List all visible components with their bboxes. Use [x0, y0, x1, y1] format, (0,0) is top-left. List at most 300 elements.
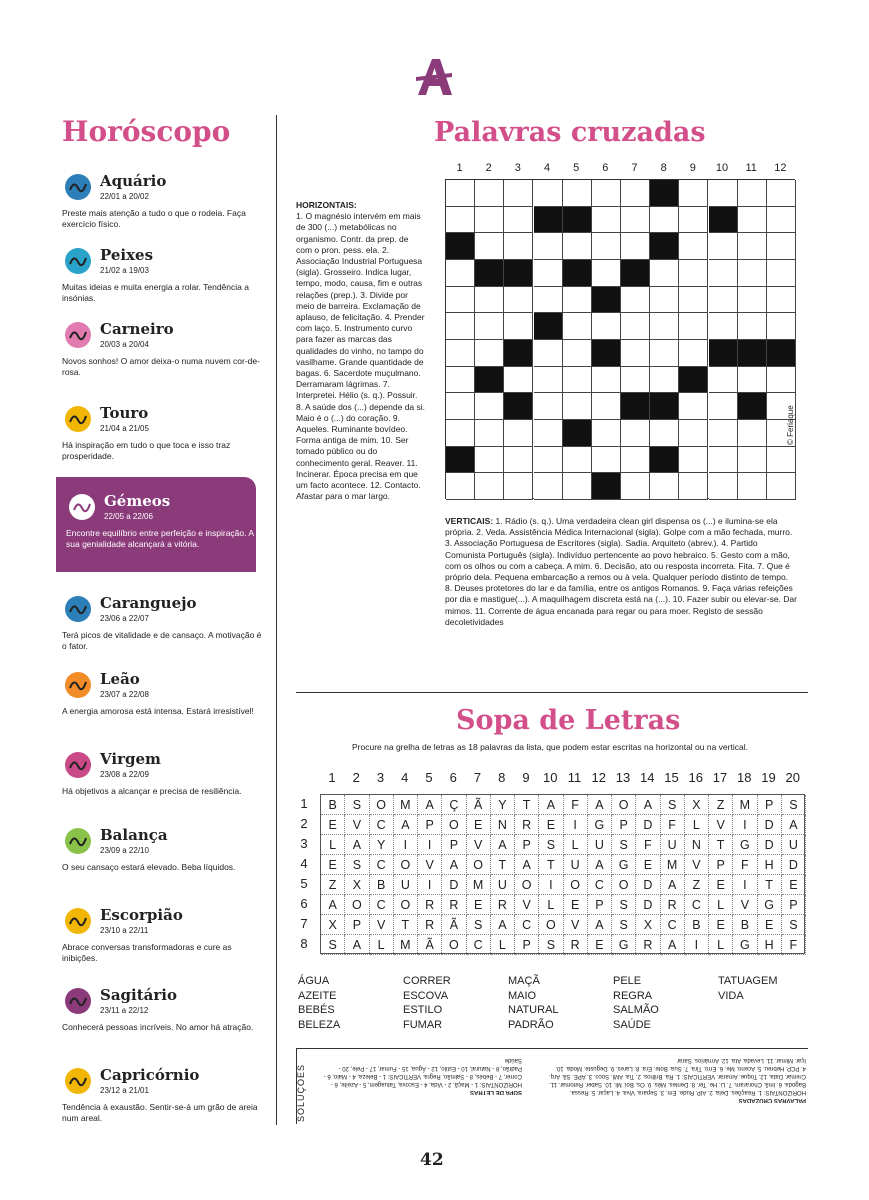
wordsearch-word: MAIO: [508, 989, 537, 1002]
wordsearch-cell[interactable]: A: [394, 815, 418, 835]
wordsearch-word: REGRA: [613, 989, 653, 1002]
wordsearch-cell[interactable]: E: [636, 855, 660, 875]
wordsearch-cell[interactable]: P: [588, 895, 612, 915]
wordsearch-cell[interactable]: I: [394, 835, 418, 855]
wordsearch-cell[interactable]: V: [685, 855, 709, 875]
wordsearch-cell[interactable]: P: [515, 935, 539, 955]
wordsearch-cell[interactable]: C: [661, 915, 685, 935]
wordsearch-cell[interactable]: S: [539, 835, 563, 855]
wordsearch-cell[interactable]: G: [612, 855, 636, 875]
wordsearch-cell[interactable]: D: [758, 815, 782, 835]
crossword-cell[interactable]: [679, 420, 708, 447]
wordsearch-cell[interactable]: A: [442, 855, 466, 875]
crossword-cell[interactable]: [738, 367, 767, 394]
crossword-cell[interactable]: [709, 180, 738, 207]
wordsearch-cell[interactable]: X: [345, 875, 369, 895]
crossword-cell[interactable]: [534, 287, 563, 314]
wordsearch-cell[interactable]: O: [442, 935, 466, 955]
crossword-cell[interactable]: [738, 233, 767, 260]
wordsearch-cell[interactable]: H: [758, 855, 782, 875]
wordsearch-cell[interactable]: L: [491, 935, 515, 955]
crossword-cell[interactable]: [621, 287, 650, 314]
sign-date: 23/07 a 22/08: [100, 690, 149, 699]
wordsearch-cell[interactable]: T: [515, 795, 539, 815]
wordsearch-cell[interactable]: S: [612, 895, 636, 915]
wordsearch-cell[interactable]: Ã: [467, 795, 491, 815]
wordsearch-cell[interactable]: S: [467, 915, 491, 935]
wordsearch-cell[interactable]: E: [539, 815, 563, 835]
crossword-cell[interactable]: [592, 420, 621, 447]
wordsearch-cell[interactable]: P: [709, 855, 733, 875]
wordsearch-cell[interactable]: T: [491, 855, 515, 875]
crossword-cell[interactable]: [679, 180, 708, 207]
wordsearch-cell[interactable]: P: [612, 815, 636, 835]
wordsearch-cell[interactable]: I: [418, 835, 442, 855]
wordsearch-cell[interactable]: D: [636, 875, 660, 895]
sign-name: Escorpião: [100, 906, 183, 924]
crossword-cell[interactable]: [504, 287, 533, 314]
wordsearch-word: SALMÃO: [613, 1004, 659, 1016]
wordsearch-cell[interactable]: A: [588, 795, 612, 815]
wordsearch-cell[interactable]: S: [321, 935, 345, 955]
crossword-cell[interactable]: [709, 260, 738, 287]
crossword-cell[interactable]: [563, 447, 592, 474]
crossword-cell[interactable]: [534, 260, 563, 287]
wordsearch-cell[interactable]: S: [345, 855, 369, 875]
crossword-cell[interactable]: [446, 180, 475, 207]
crossword-cell[interactable]: [592, 180, 621, 207]
crossword-cell[interactable]: [534, 180, 563, 207]
wordsearch-cell[interactable]: A: [636, 795, 660, 815]
crossword-cell[interactable]: [709, 313, 738, 340]
wordsearch-cell[interactable]: A: [321, 895, 345, 915]
sign-name: Leão: [100, 670, 140, 688]
wordsearch-cell[interactable]: H: [758, 935, 782, 955]
wordsearch-cell[interactable]: R: [418, 895, 442, 915]
wordsearch-cell[interactable]: O: [564, 875, 588, 895]
crossword-cell[interactable]: [592, 447, 621, 474]
wordsearch-cell[interactable]: E: [321, 815, 345, 835]
wordsearch-word: FUMAR: [403, 1018, 443, 1031]
crossword-cell[interactable]: [592, 260, 621, 287]
wordsearch-cell[interactable]: I: [418, 875, 442, 895]
crossword-cell[interactable]: [475, 447, 504, 474]
wordsearch-cell[interactable]: F: [782, 935, 806, 955]
wordsearch-cell[interactable]: V: [564, 915, 588, 935]
wordsearch-cell[interactable]: Z: [685, 875, 709, 895]
crossword-cell[interactable]: [446, 313, 475, 340]
crossword-cell[interactable]: [650, 340, 679, 367]
crossword-cell[interactable]: [504, 420, 533, 447]
wordsearch-cell[interactable]: Z: [321, 875, 345, 895]
sign-name: Capricórnio: [100, 1066, 200, 1084]
wordsearch-cell[interactable]: I: [733, 875, 757, 895]
wordsearch-cell[interactable]: U: [588, 835, 612, 855]
wordsearch-cell[interactable]: A: [491, 915, 515, 935]
crossword-cell[interactable]: [767, 313, 796, 340]
crossword-cell[interactable]: [446, 260, 475, 287]
crossword-cell[interactable]: [475, 233, 504, 260]
crossword-cell[interactable]: [534, 340, 563, 367]
wordsearch-cell[interactable]: O: [345, 895, 369, 915]
wordsearch-cell[interactable]: R: [442, 895, 466, 915]
crossword-cell[interactable]: [621, 447, 650, 474]
wordsearch-cell[interactable]: G: [588, 815, 612, 835]
wordsearch-cell[interactable]: C: [685, 895, 709, 915]
wordsearch-cell[interactable]: E: [467, 815, 491, 835]
crossword-cell[interactable]: [621, 367, 650, 394]
crossword-cell[interactable]: [504, 447, 533, 474]
crossword-cell[interactable]: [767, 180, 796, 207]
wordsearch-cell[interactable]: R: [661, 895, 685, 915]
crossword-cell[interactable]: [563, 473, 592, 500]
crossword-cell[interactable]: [650, 420, 679, 447]
crossword-cell[interactable]: [563, 340, 592, 367]
crossword-cell[interactable]: [709, 287, 738, 314]
crossword-cell[interactable]: [709, 420, 738, 447]
crossword-cell[interactable]: [475, 180, 504, 207]
crossword-cell[interactable]: [767, 207, 796, 234]
crossword-cell[interactable]: [475, 340, 504, 367]
wordsearch-cell[interactable]: P: [345, 915, 369, 935]
crossword-cell[interactable]: [534, 420, 563, 447]
crossword-cell[interactable]: [592, 367, 621, 394]
wordsearch-cell[interactable]: O: [370, 795, 394, 815]
crossword-cell[interactable]: [592, 207, 621, 234]
crossword-cell[interactable]: [738, 287, 767, 314]
vertical-clues-text: 1. Rádio (s. q.). Uma verdadeira clean girl dispensa os (...) e ilumina-se ela própria. 2. Veda. Assistência Médica Internacional (sigla). Golpe com a mão fechada, murro. 3. Associação Portuguesa de Escritores (sigla). Sadia. Arquiteto (abrev.). 4. Partido Comunista Português (sigla). Indivíduo pertencente ao povo hebraico. 5. Gesto com a mão, com os olhos ou com a cabeça. A mim. 6. Decisão, ato ou resposta incorreta. Fita. 7. Que é próprio dela. Pequena embarcação a remos ou à vela. Qualquer período distinto de tempo. 8. Deuses protetores do lar e da família, entre os antigos Romanos. 9. Faça várias refeições por dia e mastigue(...). A maquilhagem discreta está na (...). 10. Fazer subir ou elevar-se. Dar mimos. 11. Corrente de água encanada para regar ou para moer. Registo de sessão decoletividades: [445, 516, 797, 627]
wordsearch-cell[interactable]: S: [782, 795, 806, 815]
crossword-cell[interactable]: [475, 207, 504, 234]
wordsearch-cell[interactable]: A: [345, 835, 369, 855]
crossword-cell[interactable]: [679, 287, 708, 314]
crossword-cell[interactable]: [534, 367, 563, 394]
wordsearch-cell[interactable]: X: [321, 915, 345, 935]
wordsearch-cell[interactable]: S: [612, 835, 636, 855]
wordsearch-cell[interactable]: L: [539, 895, 563, 915]
wordsearch-cell[interactable]: C: [467, 935, 491, 955]
wordsearch-cell[interactable]: F: [733, 855, 757, 875]
wordsearch-column-number: 19: [761, 770, 776, 785]
crossword-cell[interactable]: [504, 207, 533, 234]
wordsearch-cell[interactable]: L: [321, 835, 345, 855]
wordsearch-word: BELEZA: [298, 1018, 341, 1031]
crossword-cell[interactable]: [504, 233, 533, 260]
crossword-black-cell: [563, 207, 592, 234]
crossword-cell[interactable]: [446, 393, 475, 420]
crossword-cell[interactable]: [767, 233, 796, 260]
crossword-cell[interactable]: [738, 473, 767, 500]
wordsearch-cell[interactable]: S: [539, 935, 563, 955]
crossword-cell[interactable]: [475, 473, 504, 500]
crossword-cell[interactable]: [679, 447, 708, 474]
wordsearch-cell[interactable]: G: [612, 935, 636, 955]
wordsearch-cell[interactable]: F: [661, 815, 685, 835]
wordsearch-cell[interactable]: T: [758, 875, 782, 895]
wordsearch-cell[interactable]: L: [370, 935, 394, 955]
wordsearch-cell[interactable]: O: [394, 855, 418, 875]
wordsearch-cell[interactable]: C: [370, 895, 394, 915]
wordsearch-cell[interactable]: D: [442, 875, 466, 895]
wordsearch-cell[interactable]: O: [394, 895, 418, 915]
crossword-cell[interactable]: [534, 447, 563, 474]
crossword-cell[interactable]: [475, 393, 504, 420]
wordsearch-cell[interactable]: O: [467, 855, 491, 875]
crossword-cell[interactable]: [679, 233, 708, 260]
wordsearch-cell[interactable]: P: [782, 895, 806, 915]
wordsearch-cell[interactable]: O: [612, 875, 636, 895]
wordsearch-cell[interactable]: E: [321, 855, 345, 875]
wordsearch-cell[interactable]: B: [370, 875, 394, 895]
crossword-cell[interactable]: [767, 260, 796, 287]
wordsearch-cell[interactable]: R: [564, 935, 588, 955]
crossword-black-cell: [592, 287, 621, 314]
crossword-black-cell: [475, 260, 504, 287]
crossword-cell[interactable]: [621, 233, 650, 260]
wordsearch-row-number: 5: [300, 876, 308, 891]
crossword-cell[interactable]: [534, 473, 563, 500]
wordsearch-cell[interactable]: U: [782, 835, 806, 855]
wordsearch-cell[interactable]: A: [588, 855, 612, 875]
wordsearch-cell[interactable]: A: [515, 855, 539, 875]
wordsearch-cell[interactable]: I: [539, 875, 563, 895]
wordsearch-cell[interactable]: S: [661, 795, 685, 815]
crossword-cell[interactable]: [475, 420, 504, 447]
wordsearch-cell[interactable]: P: [442, 835, 466, 855]
wordsearch-cell[interactable]: L: [709, 895, 733, 915]
crossword-cell[interactable]: [563, 233, 592, 260]
crossword-cell[interactable]: [563, 393, 592, 420]
wordsearch-cell[interactable]: R: [491, 895, 515, 915]
crossword-cell[interactable]: [563, 313, 592, 340]
wordsearch-cell[interactable]: R: [515, 815, 539, 835]
wordsearch-cell[interactable]: X: [636, 915, 660, 935]
crossword-cell[interactable]: [621, 180, 650, 207]
wordsearch-cell[interactable]: N: [491, 815, 515, 835]
crossword-cell[interactable]: [709, 473, 738, 500]
wordsearch-cell[interactable]: E: [782, 875, 806, 895]
wordsearch-cell[interactable]: A: [491, 835, 515, 855]
crossword-cell[interactable]: [650, 260, 679, 287]
wordsearch-cell[interactable]: D: [758, 835, 782, 855]
crossword-cell[interactable]: [446, 473, 475, 500]
crossword-cell[interactable]: [679, 313, 708, 340]
wordsearch-cell[interactable]: V: [515, 895, 539, 915]
crossword-cell[interactable]: [621, 340, 650, 367]
wordsearch-cell[interactable]: V: [467, 835, 491, 855]
wordsearch-cell[interactable]: A: [418, 795, 442, 815]
crossword-cell[interactable]: [709, 233, 738, 260]
wordsearch-cell[interactable]: I: [685, 935, 709, 955]
crossword-cell[interactable]: [679, 340, 708, 367]
wordsearch-cell[interactable]: T: [539, 855, 563, 875]
wordsearch-cell[interactable]: A: [782, 815, 806, 835]
crossword-cell[interactable]: [504, 180, 533, 207]
wordsearch-cell[interactable]: E: [564, 895, 588, 915]
crossword-cell[interactable]: [621, 420, 650, 447]
wordsearch-cell[interactable]: C: [588, 875, 612, 895]
wordsearch-cell[interactable]: V: [418, 855, 442, 875]
crossword-cell[interactable]: [592, 393, 621, 420]
wordsearch-cell[interactable]: B: [733, 915, 757, 935]
crossword-cell[interactable]: [650, 313, 679, 340]
crossword-cell[interactable]: [767, 473, 796, 500]
aries-icon: [62, 320, 94, 350]
wordsearch-cell[interactable]: X: [685, 795, 709, 815]
crossword-cell[interactable]: [446, 420, 475, 447]
wordsearch-cell[interactable]: E: [467, 895, 491, 915]
wordsearch-cell[interactable]: C: [370, 855, 394, 875]
crossword-cell[interactable]: [475, 287, 504, 314]
crossword-cell[interactable]: [679, 207, 708, 234]
wordsearch-cell[interactable]: L: [564, 835, 588, 855]
wordsearch-cell[interactable]: N: [685, 835, 709, 855]
crossword-cell[interactable]: [767, 367, 796, 394]
wordsearch-cell[interactable]: R: [636, 935, 660, 955]
crossword-cell[interactable]: [563, 180, 592, 207]
wordsearch-cell[interactable]: O: [515, 875, 539, 895]
wordsearch-cell[interactable]: Ç: [442, 795, 466, 815]
crossword-cell[interactable]: [709, 447, 738, 474]
wordsearch-cell[interactable]: G: [758, 895, 782, 915]
crossword-cell[interactable]: [738, 447, 767, 474]
wordsearch-cell[interactable]: E: [709, 915, 733, 935]
wordsearch-cell[interactable]: I: [733, 815, 757, 835]
wordsearch-column-number: 18: [737, 770, 752, 785]
wordsearch-cell[interactable]: A: [661, 935, 685, 955]
crossword-cell[interactable]: [738, 260, 767, 287]
wordsearch-cell[interactable]: M: [467, 875, 491, 895]
wordsearch-cell[interactable]: Ã: [418, 935, 442, 955]
crossword-cell[interactable]: [534, 233, 563, 260]
wordsearch-cell[interactable]: M: [733, 795, 757, 815]
wordsearch-cell[interactable]: C: [370, 815, 394, 835]
crossword-cell[interactable]: [504, 473, 533, 500]
wordsearch-cell[interactable]: C: [515, 915, 539, 935]
wordsearch-cell[interactable]: F: [564, 795, 588, 815]
crossword-cell[interactable]: [621, 207, 650, 234]
wordsearch-cell[interactable]: P: [758, 795, 782, 815]
wordsearch-cell[interactable]: V: [345, 815, 369, 835]
wordsearch-cell[interactable]: D: [636, 895, 660, 915]
wordsearch-cell[interactable]: B: [685, 915, 709, 935]
crossword-cell[interactable]: [709, 367, 738, 394]
crossword-cell[interactable]: [475, 313, 504, 340]
wordsearch-cell[interactable]: U: [394, 875, 418, 895]
wordsearch-cell[interactable]: S: [782, 915, 806, 935]
wordsearch-cell[interactable]: D: [636, 815, 660, 835]
wordsearch-word: NATURAL: [508, 1004, 559, 1016]
crossword-cell[interactable]: [679, 393, 708, 420]
crossword-cell[interactable]: [738, 180, 767, 207]
crossword-cell[interactable]: [679, 473, 708, 500]
wordsearch-cell[interactable]: A: [588, 915, 612, 935]
wordsearch-row-number: 1: [300, 796, 308, 811]
crossword-cell[interactable]: [709, 393, 738, 420]
wordsearch-cell[interactable]: O: [612, 795, 636, 815]
crossword-cell[interactable]: [446, 287, 475, 314]
crossword-cell[interactable]: [446, 207, 475, 234]
crossword-cell[interactable]: [592, 313, 621, 340]
wordsearch-cell[interactable]: P: [515, 835, 539, 855]
crossword-cell[interactable]: [767, 287, 796, 314]
wordsearch-grid[interactable]: [320, 794, 805, 954]
wordsearch-cell[interactable]: M: [661, 855, 685, 875]
crossword-cell[interactable]: [621, 473, 650, 500]
wordsearch-cell[interactable]: A: [539, 795, 563, 815]
crossword-cell[interactable]: [679, 260, 708, 287]
crossword-cell[interactable]: [650, 207, 679, 234]
wordsearch-cell[interactable]: G: [733, 935, 757, 955]
wordsearch-cell[interactable]: M: [394, 935, 418, 955]
crossword-cell[interactable]: [563, 367, 592, 394]
crossword-cell[interactable]: [767, 447, 796, 474]
crossword-cell[interactable]: [738, 420, 767, 447]
crossword-cell[interactable]: [563, 287, 592, 314]
crossword-cell[interactable]: [621, 313, 650, 340]
crossword-cell[interactable]: [592, 233, 621, 260]
crossword-cell[interactable]: [446, 340, 475, 367]
wordsearch-cell[interactable]: U: [564, 855, 588, 875]
crossword-cell[interactable]: [504, 367, 533, 394]
wordsearch-cell[interactable]: Y: [491, 795, 515, 815]
wordsearch-cell[interactable]: V: [709, 815, 733, 835]
wordsearch-cell[interactable]: O: [539, 915, 563, 935]
wordsearch-cell[interactable]: O: [442, 815, 466, 835]
wordsearch-cell[interactable]: E: [758, 915, 782, 935]
crossword-cell[interactable]: [446, 367, 475, 394]
wordsearch-cell[interactable]: L: [685, 815, 709, 835]
crossword-solutions: [548, 1056, 806, 1104]
crossword-cell[interactable]: [738, 313, 767, 340]
wordsearch-cell[interactable]: F: [636, 835, 660, 855]
wordsearch-cell[interactable]: R: [418, 915, 442, 935]
wordsearch-cell[interactable]: V: [370, 915, 394, 935]
wordsearch-cell[interactable]: V: [733, 895, 757, 915]
wordsearch-cell[interactable]: L: [709, 935, 733, 955]
crossword-cell[interactable]: [534, 393, 563, 420]
wordsearch-cell[interactable]: Z: [709, 795, 733, 815]
wordsearch-cell[interactable]: E: [588, 935, 612, 955]
crossword-column-number: 1: [456, 162, 463, 174]
wordsearch-cell[interactable]: I: [564, 815, 588, 835]
wordsearch-cell[interactable]: B: [321, 795, 345, 815]
wordsearch-cell[interactable]: M: [394, 795, 418, 815]
sign-name: Aquário: [100, 172, 167, 190]
wordsearch-cell[interactable]: G: [733, 835, 757, 855]
wordsearch-cell[interactable]: Ã: [442, 915, 466, 935]
wordsearch-cell[interactable]: U: [491, 875, 515, 895]
wordsearch-cell[interactable]: U: [661, 835, 685, 855]
crossword-cell[interactable]: [504, 313, 533, 340]
crossword-cell[interactable]: [650, 473, 679, 500]
wordsearch-cell[interactable]: A: [661, 875, 685, 895]
wordsearch-cell[interactable]: A: [345, 935, 369, 955]
wordsearch-cell[interactable]: S: [345, 795, 369, 815]
crossword-grid[interactable]: [445, 179, 795, 499]
wordsearch-cell[interactable]: T: [394, 915, 418, 935]
crossword-cell[interactable]: [650, 287, 679, 314]
crossword-cell[interactable]: [738, 207, 767, 234]
wordsearch-cell[interactable]: P: [418, 815, 442, 835]
crossword-black-cell: [650, 180, 679, 207]
wordsearch-cell[interactable]: D: [782, 855, 806, 875]
wordsearch-cell[interactable]: S: [612, 915, 636, 935]
wordsearch-cell[interactable]: Y: [370, 835, 394, 855]
crossword-cell[interactable]: [650, 367, 679, 394]
wordsearch-cell[interactable]: E: [709, 875, 733, 895]
wordsearch-cell[interactable]: T: [709, 835, 733, 855]
